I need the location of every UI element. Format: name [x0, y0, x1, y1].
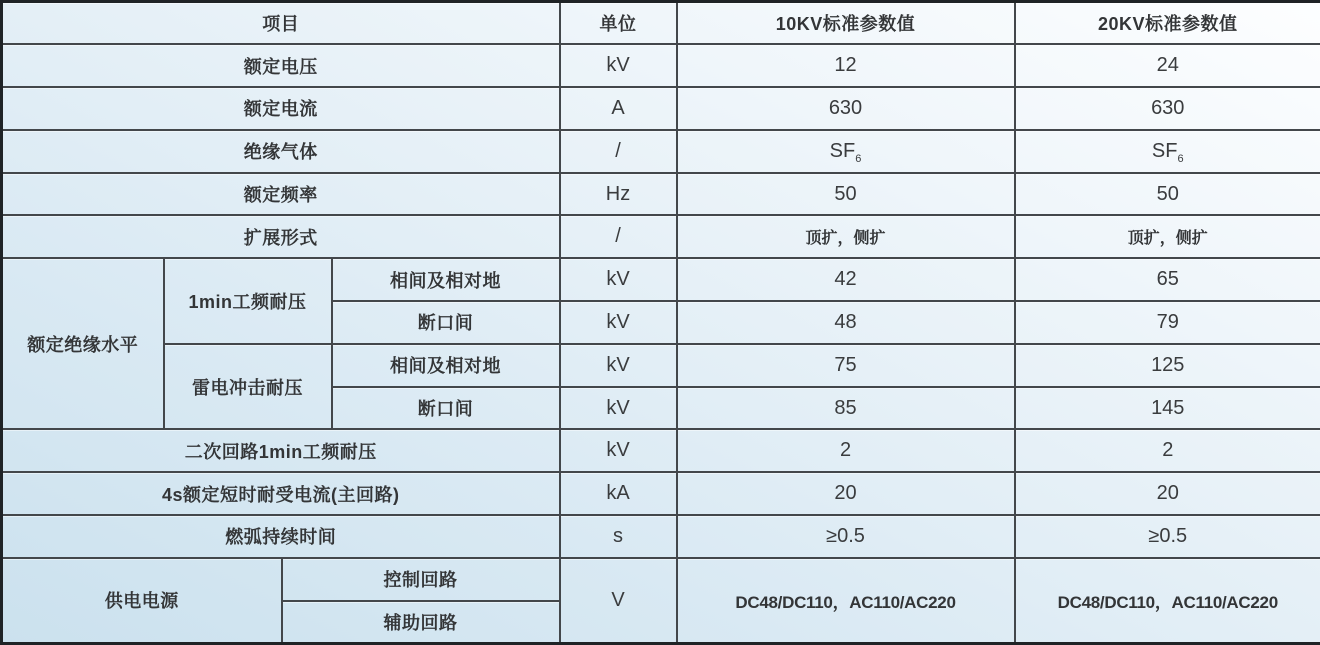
- impulse-gap-10kv: 85: [677, 387, 1015, 430]
- insulating-gas-20kv: [1015, 130, 1320, 173]
- arcing-duration-label: 燃弧持续时间: [2, 515, 560, 558]
- secondary-circuit-unit: kV: [560, 429, 677, 472]
- impulse-phase-20kv: 125: [1015, 344, 1320, 387]
- power-supply-20kv: DC48/DC110，AC110/AC220: [1015, 558, 1320, 644]
- header-row: [2, 2, 1320, 45]
- power-supply-10kv: DC48/DC110，AC110/AC220: [677, 558, 1015, 644]
- auxiliary-circuit-label: 辅助回路: [282, 601, 560, 644]
- pf-phase-10kv: 42: [677, 258, 1015, 301]
- impulse-withstand-group-label: 雷电冲击耐压: [164, 344, 332, 430]
- row-short-time-current: [2, 472, 1320, 515]
- row-extension-type: [2, 215, 1320, 258]
- short-time-current-unit: kA: [560, 472, 677, 515]
- impulse-phase-10kv: 75: [677, 344, 1015, 387]
- impulse-phase-unit: kV: [560, 344, 677, 387]
- pf-gap-10kv: 48: [677, 301, 1015, 344]
- pf-phase-label: 相间及相对地: [332, 258, 560, 301]
- secondary-circuit-20kv: 2: [1015, 429, 1320, 472]
- extension-type-10kv: 顶扩，侧扩: [677, 215, 1015, 258]
- power-supply-unit: V: [560, 558, 677, 644]
- header-10kv: 10KV标准参数值: [677, 2, 1015, 45]
- row-insulating-gas: [2, 130, 1320, 173]
- secondary-circuit-label: 二次回路1min工频耐压: [2, 429, 560, 472]
- pf-gap-label: 断口间: [332, 301, 560, 344]
- sf6-text: SF: [830, 140, 856, 162]
- arcing-duration-20kv: ≥0.5: [1015, 515, 1320, 558]
- impulse-gap-label: 断口间: [332, 387, 560, 430]
- row-pf-withstand-phase: [2, 258, 1320, 301]
- insulating-gas-label: 绝缘气体: [2, 130, 560, 173]
- rated-voltage-20kv: 24: [1015, 44, 1320, 87]
- impulse-phase-label: 相间及相对地: [332, 344, 560, 387]
- rated-current-unit: A: [560, 87, 677, 130]
- row-arcing-duration: [2, 515, 1320, 558]
- rated-frequency-20kv: 50: [1015, 173, 1320, 216]
- row-power-supply-control: [2, 558, 1320, 601]
- secondary-circuit-10kv: 2: [677, 429, 1015, 472]
- impulse-gap-unit: kV: [560, 387, 677, 430]
- row-secondary-circuit: [2, 429, 1320, 472]
- row-rated-current: [2, 87, 1320, 130]
- arcing-duration-unit: s: [560, 515, 677, 558]
- impulse-gap-20kv: 145: [1015, 387, 1320, 430]
- rated-voltage-unit: kV: [560, 44, 677, 87]
- short-time-current-10kv: 20: [677, 472, 1015, 515]
- sf6-subscript: 6: [855, 153, 861, 165]
- rated-current-20kv: 630: [1015, 87, 1320, 130]
- short-time-current-20kv: 20: [1015, 472, 1320, 515]
- pf-phase-20kv: 65: [1015, 258, 1320, 301]
- extension-type-20kv: 顶扩，侧扩: [1015, 215, 1320, 258]
- sf6-text: SF: [1152, 140, 1178, 162]
- pf-phase-unit: kV: [560, 258, 677, 301]
- row-impulse-withstand-phase: [2, 344, 1320, 387]
- rated-current-10kv: 630: [677, 87, 1015, 130]
- control-circuit-label: 控制回路: [282, 558, 560, 601]
- arcing-duration-10kv: ≥0.5: [677, 515, 1015, 558]
- row-rated-voltage: [2, 44, 1320, 87]
- pf-withstand-group-label: 1min工频耐压: [164, 258, 332, 344]
- rated-frequency-10kv: 50: [677, 173, 1015, 216]
- power-supply-group-label: 供电电源: [2, 558, 282, 644]
- header-20kv: 20KV标准参数值: [1015, 2, 1320, 45]
- header-item: 项目: [2, 2, 560, 45]
- rated-voltage-label: 额定电压: [2, 44, 560, 87]
- insulating-gas-unit: /: [560, 130, 677, 173]
- row-rated-frequency: [2, 173, 1320, 216]
- insulating-gas-10kv: [677, 130, 1015, 173]
- extension-type-label: 扩展形式: [2, 215, 560, 258]
- rated-frequency-label: 额定频率: [2, 173, 560, 216]
- header-unit: 单位: [560, 2, 677, 45]
- pf-gap-unit: kV: [560, 301, 677, 344]
- pf-gap-20kv: 79: [1015, 301, 1320, 344]
- insulation-level-group-label: 额定绝缘水平: [2, 258, 164, 429]
- extension-type-unit: /: [560, 215, 677, 258]
- rated-frequency-unit: Hz: [560, 173, 677, 216]
- sf6-subscript: 6: [1177, 153, 1183, 165]
- rated-voltage-10kv: 12: [677, 44, 1015, 87]
- rated-current-label: 额定电流: [2, 87, 560, 130]
- short-time-current-label: 4s额定短时耐受电流(主回路): [2, 472, 560, 515]
